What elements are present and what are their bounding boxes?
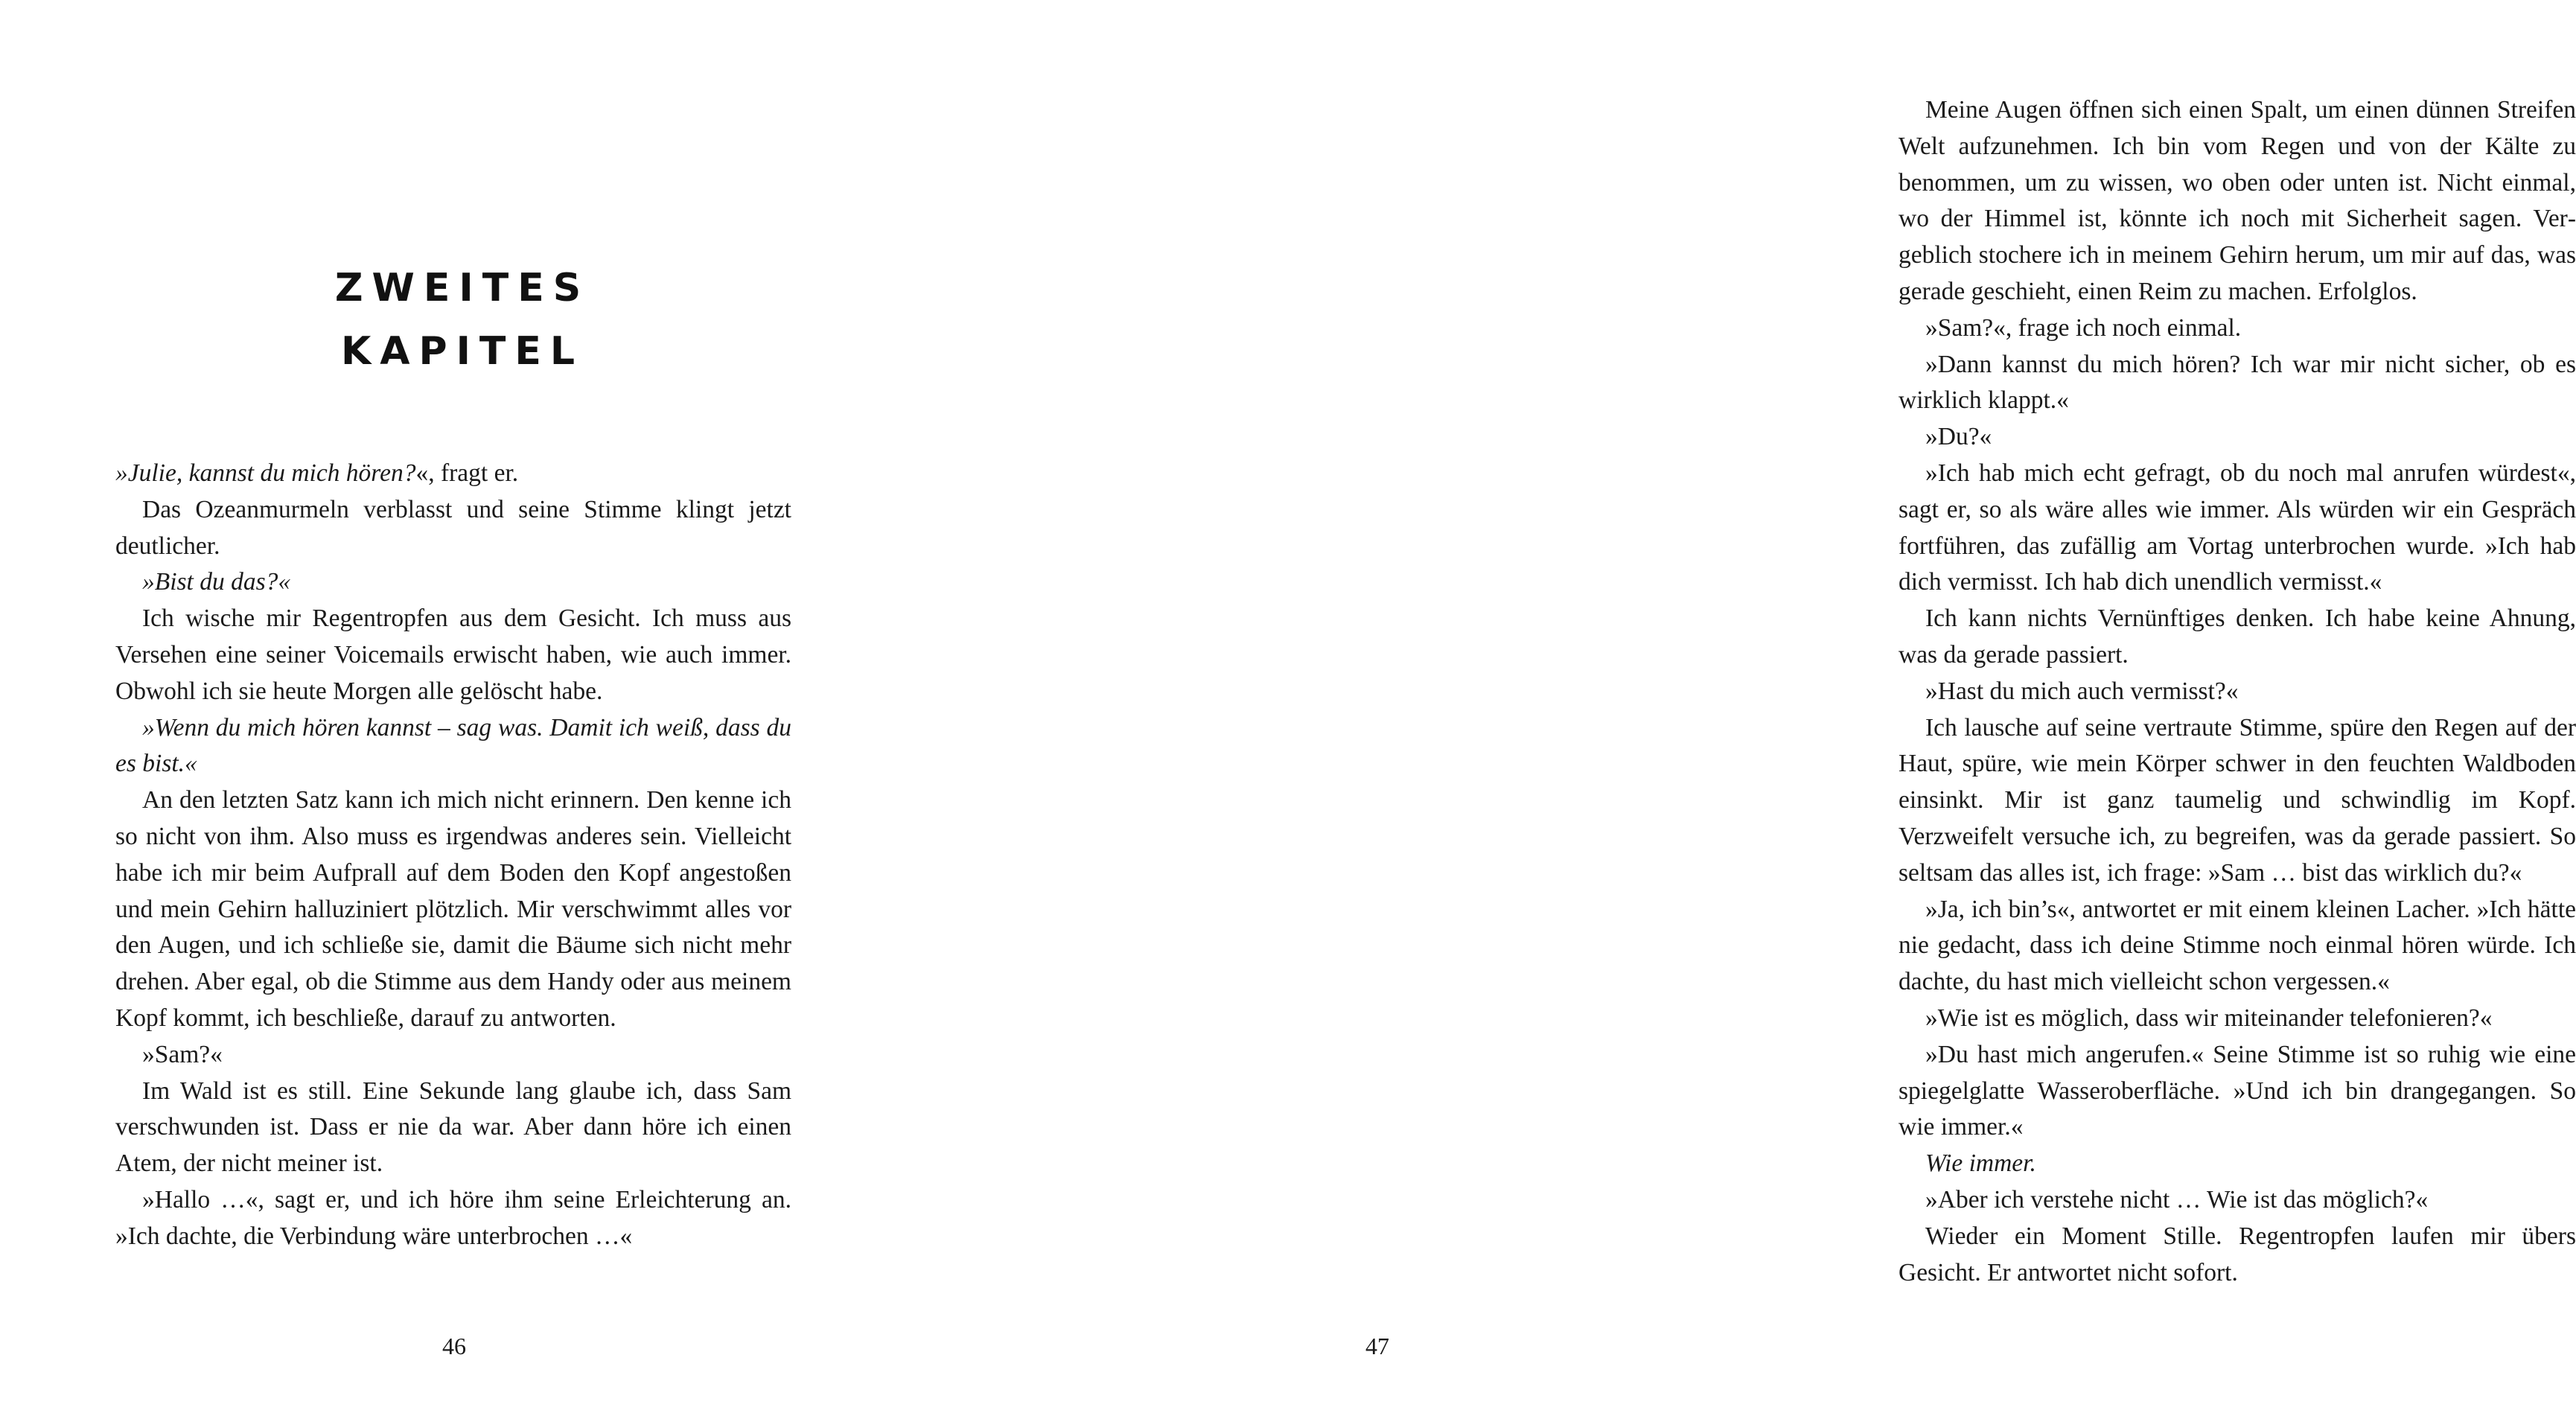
left-page-text (115, 456, 791, 1255)
page-number-right: 47 (1365, 1333, 1389, 1359)
chapter-title (119, 257, 797, 383)
italic-text: Wie immer. (1925, 1149, 2036, 1178)
chapter-title-line-2: KAPITEL (340, 329, 584, 374)
text-run: »Sam?« (142, 1040, 223, 1068)
right-page (893, 0, 2576, 1416)
text-run: »Hallo …«, sagt er, und ich höre ihm seine Erleichterung an. »Ich dachte, die Verbindung wäre unterbrochen …« (115, 1185, 791, 1250)
text-run: »Hast du mich auch vermisst?« (1925, 677, 2239, 705)
paragraph (1898, 892, 2576, 1001)
paragraph (1898, 419, 2576, 456)
text-run: »Aber ich verstehe nicht … Wie ist das möglich?« (1925, 1185, 2429, 1214)
paragraph (1898, 1146, 2576, 1182)
paragraph (1898, 92, 2576, 310)
text-run: Ich lausche auf seine vertraute Stimme, spüre den Regen auf der Haut, spüre, wie mein Körper schwer in den feuchten Waldboden einsinkt. Mir ist ganz taumelig und schwindlig im Kopf. Verzweifelt versuche ich, zu begreifen, was da gerade passiert. So seltsam das alles ist, ich frage: »Sam … bist das wirklich du?« (1898, 713, 2576, 887)
text-run: An den letzten Satz kann ich mich nicht erinnern. Den kenne ich so nicht von ihm. Also muss es irgendwas anderes sein. Vielleicht habe ich mir beim Aufprall auf dem Boden den Kopf angestoßen und mein Gehirn halluziniert plötzlich. Mir verschwimmt alles vor den Augen, und ich schließe sie, damit die Bäume sich nicht mehr drehen. Aber egal, ob die Stimme aus dem Handy oder aus meinem Kopf kommt, ich beschließe, darauf zu antworten. (115, 786, 791, 1032)
text-run: Im Wald ist es still. Eine Sekunde lang glaube ich, dass Sam verschwunden ist. Dass er nie da war. Aber dann höre ich einen Atem, der nicht meiner ist. (115, 1077, 791, 1178)
paragraph (1898, 1001, 2576, 1037)
text-run: Das Ozeanmurmeln verblasst und seine Stimme klingt jetzt deutlicher. (115, 495, 791, 560)
text-run: Meine Augen öffnen sich einen Spalt, um einen dünnen Streifen Welt aufzunehmen. Ich bin vom Regen und von der Kälte zu benommen, um zu wissen, wo oben oder unten ist. Nicht einmal, wo der Himmel ist, könnte ich noch mit Sicherheit sagen. Vergeblich stochere ich in meinem Gehirn herum, um mir auf das, was gerade geschieht, einen Reim zu machen. Erfolglos. (1898, 96, 2576, 305)
paragraph (115, 1074, 791, 1182)
paragraph (1898, 456, 2576, 601)
text-run: »Ich hab mich echt gefragt, ob du noch mal anrufen würdest«, sagt er, so als wäre alles wie immer. Als würden wir ein Gespräch fortführen, das zufällig am Vortag unterbrochen wurde. »Ich hab dich vermisst. Ich hab dich unendlich vermisst.« (1898, 459, 2576, 596)
paragraph (115, 1182, 791, 1255)
paragraph (115, 456, 791, 492)
paragraph (1898, 347, 2576, 420)
paragraph (115, 601, 791, 709)
paragraph (115, 564, 791, 601)
paragraph (1898, 710, 2576, 892)
text-run: »Ja, ich bin’s«, antwortet er mit einem kleinen Lacher. »Ich hätte nie gedacht, dass ich deine Stimme noch einmal hören würde. Ich dachte, du hast mich vielleicht schon vergessen.« (1898, 895, 2576, 996)
text-run: »Wie ist es möglich, dass wir miteinander telefonieren?« (1925, 1004, 2493, 1032)
paragraph (1898, 1219, 2576, 1292)
paragraph (115, 1037, 791, 1074)
text-run: Ich wische mir Regentropfen aus dem Gesicht. Ich muss aus Versehen eine seiner Voicemails erwischt haben, wie auch immer. Obwohl ich sie heute Morgen alle gelöscht habe. (115, 605, 791, 705)
text-run: Wieder ein Moment Stille. Regentropfen laufen mir übers Gesicht. Er antwortet nicht sofort. (1898, 1222, 2576, 1286)
chapter-title-line-1: ZWEITES (334, 266, 590, 310)
paragraph (1898, 1037, 2576, 1146)
text-run: »Du hast mich angerufen.« Seine Stimme ist so ruhig wie eine spiegelglatte Wasseroberfläche. »Und ich bin drangegangen. So wie immer.« (1898, 1040, 2576, 1141)
italic-text: »Julie, kannst du mich hören? (115, 459, 416, 487)
paragraph (115, 782, 791, 1037)
left-page (0, 0, 893, 1416)
italic-text: »Bist du das?« (142, 568, 291, 596)
paragraph (115, 710, 791, 783)
text-run: »Sam?«, frage ich noch einmal. (1925, 313, 2242, 342)
italic-text: »Wenn du mich hören kannst – sag was. Damit ich weiß, dass du es bist.« (115, 713, 791, 778)
page-number-left: 46 (442, 1333, 466, 1359)
paragraph (115, 492, 791, 565)
text-run: Ich kann nichts Vernünftiges denken. Ich habe keine Ahnung, was da gerade passiert. (1898, 605, 2576, 669)
paragraph (1898, 1182, 2576, 1219)
text-run: »Dann kannst du mich hören? Ich war mir nicht sicher, ob es wirklich klappt.« (1898, 350, 2576, 415)
right-page-text (1898, 92, 2576, 1291)
text-run: »Du?« (1925, 423, 1992, 451)
paragraph (1898, 601, 2576, 674)
paragraph (1898, 310, 2576, 347)
text-run: «, fragt er. (415, 459, 519, 487)
paragraph (1898, 674, 2576, 710)
